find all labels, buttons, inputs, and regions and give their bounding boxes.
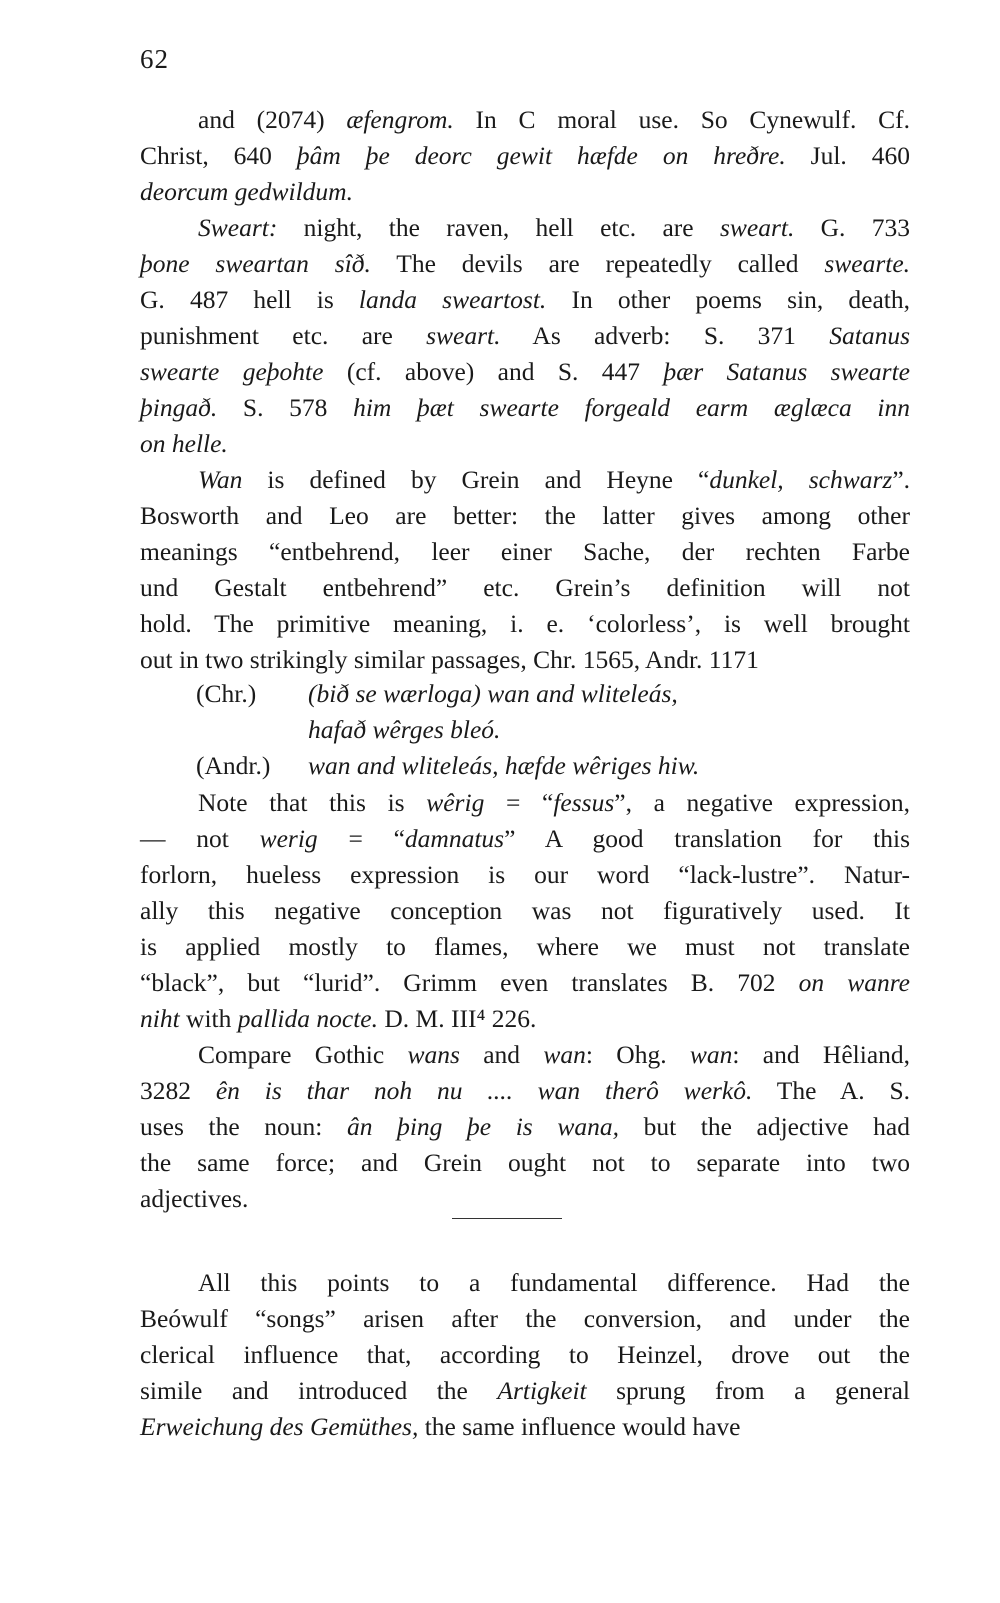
text-line: Sweart: night, the raven, hell etc. are sweart. G. 733 [198,213,910,242]
text-line: is applied mostly to flames, where we must not translate [140,932,910,961]
text-line: simile and introduced the Artigkeit sprung from a general [140,1376,910,1405]
text-line: adjectives. [140,1184,249,1213]
text-line: on helle. [140,429,228,458]
text-line: þingað. S. 578 him þæt swearte forgeald earm æglæca inn [140,393,911,422]
text-line: hold. The primitive meaning, i. e. ‘colorless’, is well brought [140,609,910,638]
quote-chr-line-1: (bið se wærloga) wan and wliteleás, [308,679,678,708]
text-line: Beówulf “songs” arisen after the conversion, and under the [140,1304,910,1333]
text-section-3 [140,1265,910,1445]
quote-label-chr: (Chr.) [196,679,257,708]
text-line: meanings “entbehrend, leer einer Sache, der rechten Farbe [140,537,910,566]
text-line: — not werig = “damnatus” A good translation for this [140,824,910,853]
text-line: out in two strikingly similar passages, Chr. 1565, Andr. 1171 [140,645,759,674]
section-divider [452,1218,562,1219]
text-line: forlorn, hueless expression is our word “lack-lustre”. Natur- [140,860,910,889]
text-line: and (2074) æfengrom. In C moral use. So Cynewulf. Cf. [198,105,910,134]
text-line: All this points to a fundamental difference. Had the [198,1268,910,1297]
quote-label-andr: (Andr.) [196,751,271,780]
text-line: þone sweartan sîð. The devils are repeatedly called swearte. [140,249,911,278]
quote-chr-line-2: hafað wêrges bleó. [308,715,501,744]
text-line: swearte geþohte (cf. above) and S. 447 þær Satanus swearte [140,357,910,386]
text-line: niht with pallida nocte. D. M. III⁴ 226. [140,1004,537,1033]
text-line: 3282 ên is thar noh nu .... wan therô werkô. The A. S. [140,1076,910,1105]
quotation-block [140,676,910,784]
text-section-2 [140,785,910,1217]
text-line: Wan is defined by Grein and Heyne “dunkel, schwarz”. [198,465,911,494]
text-line: punishment etc. are sweart. As adverb: S. 371 Satanus [140,321,910,350]
quote-andr-line: wan and wliteleás, hæfde wêriges hiw. [308,751,700,780]
text-line: uses the noun: ân þing þe is wana, but the adjective had [140,1112,910,1141]
text-line: Erweichung des Gemüthes, the same influence would have [140,1412,741,1441]
text-line: Compare Gothic wans and wan: Ohg. wan: and Hêliand, [198,1040,911,1069]
text-line: Note that this is wêrig = “fessus”, a negative expression, [198,788,910,817]
text-line: und Gestalt entbehrend” etc. Grein’s definition will not [140,573,910,602]
text-line: the same force; and Grein ought not to separate into two [140,1148,910,1177]
text-line: G. 487 hell is landa sweartost. In other poems sin, death, [140,285,910,314]
text-line: deorcum gedwildum. [140,177,353,206]
text-line: ally this negative conception was not figuratively used. It [140,896,910,925]
text-line: Christ, 640 þâm þe deorc gewit hæfde on hreðre. Jul. 460 [140,141,910,170]
text-line: “black”, but “lurid”. Grimm even translates B. 702 on wanre [140,968,911,997]
page-number: 62 [140,44,169,74]
text-line: clerical influence that, according to Heinzel, drove out the [140,1340,910,1369]
text-section-1 [140,102,910,678]
text-line: Bosworth and Leo are better: the latter gives among other [140,501,910,530]
